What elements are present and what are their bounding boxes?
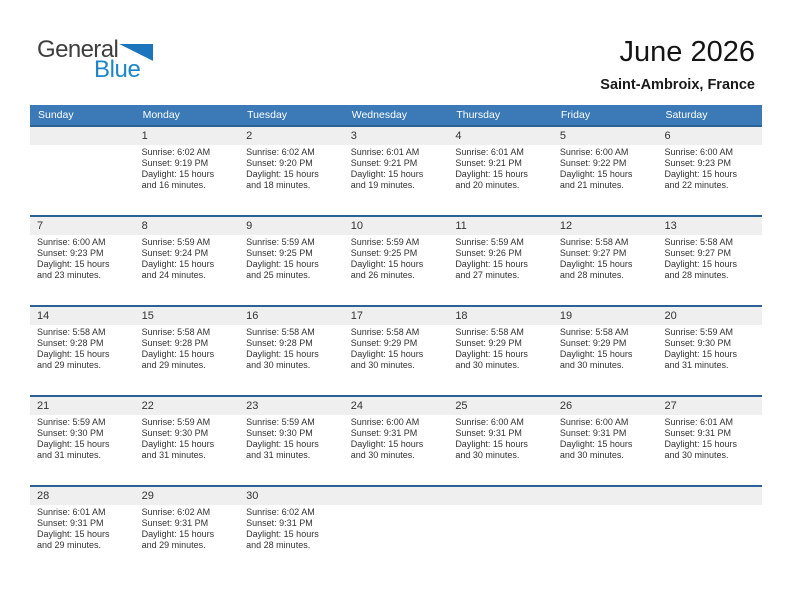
date-band	[135, 217, 240, 235]
date-number: 27	[664, 400, 677, 412]
calendar-table	[30, 105, 762, 575]
daylight-text: and 23 minutes.	[37, 270, 102, 280]
date-band	[657, 127, 762, 145]
day-cell-6	[657, 127, 762, 215]
sunrise-text: Sunrise: 6:00 AM	[350, 417, 420, 427]
day-cell-19	[553, 307, 658, 395]
date-band	[30, 397, 135, 415]
date-number: 23	[246, 400, 259, 412]
date-band	[30, 127, 135, 145]
date-number: 13	[664, 220, 677, 232]
sunrise-text: Sunrise: 6:02 AM	[246, 507, 315, 517]
day-cell-16	[239, 307, 344, 395]
week-row-2	[30, 215, 762, 305]
week-row-5	[30, 485, 762, 575]
date-band	[553, 217, 658, 235]
day-cell-7	[30, 217, 135, 305]
sunrise-text: Sunrise: 5:58 AM	[350, 327, 420, 337]
daylight-text: Daylight: 15 hours	[455, 439, 528, 449]
daylight-text: Daylight: 15 hours	[664, 169, 738, 179]
date-band	[448, 307, 553, 325]
date-number: 1	[141, 130, 148, 142]
day-details	[30, 415, 135, 461]
day-cell-28	[30, 487, 135, 575]
day-details	[239, 505, 344, 551]
date-band	[553, 307, 658, 325]
sunset-text: Sunset: 9:20 PM	[246, 158, 313, 168]
date-band	[344, 397, 449, 415]
date-band	[30, 487, 135, 505]
sunset-text: Sunset: 9:31 PM	[455, 428, 522, 438]
daylight-text: Daylight: 15 hours	[141, 439, 215, 449]
weekday-header-monday: Monday	[142, 109, 180, 121]
sunrise-text: Sunrise: 6:02 AM	[141, 507, 211, 517]
day-details	[448, 235, 553, 281]
day-cell-empty	[344, 487, 449, 575]
day-details	[135, 505, 240, 551]
date-number: 4	[455, 130, 462, 142]
date-band	[135, 397, 240, 415]
sunset-text: Sunset: 9:23 PM	[37, 248, 104, 258]
day-details	[344, 505, 449, 507]
date-band	[553, 487, 658, 505]
daylight-text: Daylight: 15 hours	[664, 259, 738, 269]
day-details	[30, 145, 135, 147]
daylight-text: and 19 minutes.	[350, 180, 415, 190]
day-cell-9	[239, 217, 344, 305]
sunrise-text: Sunrise: 5:58 AM	[559, 327, 629, 337]
daylight-text: Daylight: 15 hours	[664, 349, 738, 359]
day-details	[239, 235, 344, 281]
day-details	[344, 325, 449, 371]
day-cell-23	[239, 397, 344, 485]
daylight-text: Daylight: 15 hours	[559, 439, 633, 449]
date-band	[657, 487, 762, 505]
daylight-text: Daylight: 15 hours	[246, 259, 319, 269]
day-details	[344, 145, 449, 191]
date-band	[657, 397, 762, 415]
daylight-text: and 28 minutes.	[246, 540, 311, 550]
date-number: 17	[350, 310, 363, 322]
week-row-3	[30, 305, 762, 395]
date-band	[344, 487, 449, 505]
daylight-text: and 31 minutes.	[664, 360, 729, 370]
sunset-text: Sunset: 9:24 PM	[141, 248, 209, 258]
date-band	[135, 487, 240, 505]
sunset-text: Sunset: 9:31 PM	[246, 518, 313, 528]
date-number: 7	[37, 220, 44, 232]
date-number: 18	[455, 310, 468, 322]
sunrise-text: Sunrise: 5:58 AM	[246, 327, 315, 337]
day-details	[553, 415, 658, 461]
sunset-text: Sunset: 9:19 PM	[141, 158, 209, 168]
day-details	[657, 415, 762, 461]
date-band	[239, 127, 344, 145]
day-details	[30, 505, 135, 551]
sunrise-text: Sunrise: 5:59 AM	[246, 417, 315, 427]
sunset-text: Sunset: 9:28 PM	[141, 338, 209, 348]
daylight-text: and 30 minutes.	[455, 360, 520, 370]
daylight-text: Daylight: 15 hours	[350, 349, 424, 359]
day-cell-27	[657, 397, 762, 485]
daylight-text: Daylight: 15 hours	[37, 439, 110, 449]
daylight-text: Daylight: 15 hours	[141, 259, 215, 269]
weekday-header-sunday: Sunday	[38, 109, 74, 121]
date-number: 21	[37, 400, 50, 412]
daylight-text: Daylight: 15 hours	[246, 169, 319, 179]
date-number: 19	[559, 310, 573, 322]
sunrise-text: Sunrise: 5:59 AM	[246, 237, 315, 247]
sunset-text: Sunset: 9:23 PM	[664, 158, 732, 168]
day-details	[553, 505, 658, 507]
daylight-text: Daylight: 15 hours	[455, 349, 528, 359]
day-cell-21	[30, 397, 135, 485]
daylight-text: and 30 minutes.	[559, 360, 624, 370]
page-subtitle: Saint-Ambroix, France	[600, 77, 755, 93]
daylight-text: and 30 minutes.	[559, 450, 624, 460]
sunset-text: Sunset: 9:29 PM	[455, 338, 522, 348]
weekday-header-wednesday: Wednesday	[351, 109, 407, 121]
general-blue-logo	[37, 38, 153, 82]
day-details	[448, 415, 553, 461]
calendar-weeks	[30, 125, 762, 575]
date-number: 9	[246, 220, 253, 232]
daylight-text: Daylight: 15 hours	[664, 439, 738, 449]
sunrise-text: Sunrise: 6:01 AM	[664, 417, 734, 427]
sunset-text: Sunset: 9:25 PM	[350, 248, 418, 258]
daylight-text: and 31 minutes.	[141, 450, 206, 460]
daylight-text: and 30 minutes.	[455, 450, 520, 460]
day-details	[30, 235, 135, 281]
date-band	[657, 307, 762, 325]
date-number: 15	[141, 310, 154, 322]
day-cell-2	[239, 127, 344, 215]
date-number: 2	[246, 130, 253, 142]
day-details	[239, 325, 344, 371]
date-band	[135, 127, 240, 145]
date-number: 12	[559, 220, 573, 232]
sunrise-text: Sunrise: 6:01 AM	[455, 147, 524, 157]
day-cell-4	[448, 127, 553, 215]
daylight-text: and 25 minutes.	[246, 270, 311, 280]
day-details	[657, 235, 762, 281]
date-number: 26	[559, 400, 573, 412]
daylight-text: and 29 minutes.	[141, 360, 206, 370]
day-cell-8	[135, 217, 240, 305]
daylight-text: Daylight: 15 hours	[559, 169, 633, 179]
day-cell-30	[239, 487, 344, 575]
date-band	[30, 217, 135, 235]
day-details	[553, 325, 658, 371]
day-cell-3	[344, 127, 449, 215]
sunrise-text: Sunrise: 5:59 AM	[141, 417, 211, 427]
sunset-text: Sunset: 9:29 PM	[559, 338, 627, 348]
day-details	[553, 145, 658, 191]
daylight-text: Daylight: 15 hours	[559, 259, 633, 269]
sunrise-text: Sunrise: 5:58 AM	[559, 237, 629, 247]
daylight-text: Daylight: 15 hours	[350, 439, 424, 449]
day-cell-13	[657, 217, 762, 305]
daylight-text: and 30 minutes.	[246, 360, 311, 370]
sunset-text: Sunset: 9:31 PM	[37, 518, 104, 528]
date-band	[448, 487, 553, 505]
daylight-text: Daylight: 15 hours	[350, 169, 424, 179]
daylight-text: and 24 minutes.	[141, 270, 206, 280]
day-cell-29	[135, 487, 240, 575]
day-cell-empty	[448, 487, 553, 575]
daylight-text: and 31 minutes.	[246, 450, 311, 460]
daylight-text: Daylight: 15 hours	[455, 259, 528, 269]
day-cell-1	[135, 127, 240, 215]
day-details	[135, 415, 240, 461]
daylight-text: and 20 minutes.	[455, 180, 520, 190]
daylight-text: Daylight: 15 hours	[141, 169, 215, 179]
title-block	[600, 38, 755, 93]
day-details	[448, 505, 553, 507]
sunrise-text: Sunrise: 5:58 AM	[37, 327, 106, 337]
daylight-text: and 29 minutes.	[37, 540, 102, 550]
sunrise-text: Sunrise: 5:59 AM	[141, 237, 211, 247]
date-band	[239, 217, 344, 235]
date-number: 11	[455, 220, 467, 232]
date-number: 3	[350, 130, 357, 142]
daylight-text: Daylight: 15 hours	[246, 439, 319, 449]
weekday-header-saturday: Saturday	[665, 109, 708, 121]
sunrise-text: Sunrise: 6:01 AM	[37, 507, 106, 517]
day-cell-25	[448, 397, 553, 485]
date-band	[239, 307, 344, 325]
day-cell-empty	[553, 487, 658, 575]
sunset-text: Sunset: 9:28 PM	[37, 338, 104, 348]
sunrise-text: Sunrise: 5:59 AM	[664, 327, 734, 337]
sunset-text: Sunset: 9:21 PM	[350, 158, 418, 168]
day-cell-5	[553, 127, 658, 215]
date-number: 14	[37, 310, 50, 322]
sunset-text: Sunset: 9:21 PM	[455, 158, 522, 168]
day-details	[344, 235, 449, 281]
sunset-text: Sunset: 9:26 PM	[455, 248, 522, 258]
sunrise-text: Sunrise: 6:00 AM	[559, 147, 629, 157]
weekday-header-thursday: Thursday	[456, 109, 501, 121]
week-row-1	[30, 125, 762, 215]
date-number: 30	[246, 490, 259, 502]
sunrise-text: Sunrise: 6:01 AM	[350, 147, 420, 157]
daylight-text: and 28 minutes.	[664, 270, 729, 280]
page-title: June 2026	[619, 36, 755, 68]
day-cell-14	[30, 307, 135, 395]
day-details	[657, 145, 762, 191]
daylight-text: Daylight: 15 hours	[559, 349, 633, 359]
sunrise-text: Sunrise: 6:02 AM	[246, 147, 315, 157]
daylight-text: Daylight: 15 hours	[246, 529, 319, 539]
date-number: 6	[664, 130, 671, 142]
date-band	[135, 307, 240, 325]
date-number: 20	[664, 310, 677, 322]
daylight-text: and 16 minutes.	[141, 180, 206, 190]
daylight-text: Daylight: 15 hours	[141, 529, 215, 539]
date-number: 10	[350, 220, 363, 232]
daylight-text: Daylight: 15 hours	[141, 349, 215, 359]
sunset-text: Sunset: 9:31 PM	[350, 428, 418, 438]
sunset-text: Sunset: 9:27 PM	[559, 248, 627, 258]
sunset-text: Sunset: 9:30 PM	[37, 428, 104, 438]
day-details	[553, 235, 658, 281]
sunrise-text: Sunrise: 5:58 AM	[141, 327, 211, 337]
day-cell-22	[135, 397, 240, 485]
day-details	[239, 415, 344, 461]
date-band	[239, 397, 344, 415]
day-details	[657, 505, 762, 507]
daylight-text: and 18 minutes.	[246, 180, 311, 190]
sunrise-text: Sunrise: 6:00 AM	[37, 237, 106, 247]
sunrise-text: Sunrise: 6:02 AM	[141, 147, 211, 157]
day-cell-20	[657, 307, 762, 395]
weekday-header-tuesday: Tuesday	[247, 109, 288, 121]
date-number: 5	[559, 130, 567, 142]
daylight-text: and 27 minutes.	[455, 270, 520, 280]
date-band	[553, 127, 658, 145]
date-number: 22	[141, 400, 154, 412]
day-details	[448, 325, 553, 371]
day-details	[239, 145, 344, 191]
weekday-header-friday: Friday	[560, 109, 591, 121]
sunset-text: Sunset: 9:28 PM	[246, 338, 313, 348]
day-details	[135, 235, 240, 281]
day-details	[657, 325, 762, 371]
date-band	[448, 127, 553, 145]
day-cell-15	[135, 307, 240, 395]
date-number: 24	[350, 400, 363, 412]
date-band	[448, 217, 553, 235]
date-number: 25	[455, 400, 468, 412]
day-cell-empty	[657, 487, 762, 575]
date-band	[657, 217, 762, 235]
daylight-text: Daylight: 15 hours	[37, 349, 110, 359]
daylight-text: and 29 minutes.	[141, 540, 206, 550]
date-number: 28	[37, 490, 50, 502]
daylight-text: and 26 minutes.	[350, 270, 415, 280]
day-cell-18	[448, 307, 553, 395]
sunrise-text: Sunrise: 5:59 AM	[455, 237, 524, 247]
sunset-text: Sunset: 9:31 PM	[664, 428, 732, 438]
day-details	[448, 145, 553, 191]
date-band	[553, 397, 658, 415]
daylight-text: Daylight: 15 hours	[455, 169, 528, 179]
date-band	[344, 127, 449, 145]
day-cell-10	[344, 217, 449, 305]
daylight-text: and 30 minutes.	[350, 360, 415, 370]
sunrise-text: Sunrise: 5:59 AM	[37, 417, 106, 427]
sunrise-text: Sunrise: 6:00 AM	[559, 417, 629, 427]
weekday-header-row	[30, 105, 762, 125]
sunrise-text: Sunrise: 5:59 AM	[350, 237, 420, 247]
sunset-text: Sunset: 9:30 PM	[664, 338, 732, 348]
daylight-text: and 28 minutes.	[559, 270, 624, 280]
daylight-text: Daylight: 15 hours	[37, 529, 110, 539]
sunset-text: Sunset: 9:31 PM	[141, 518, 209, 528]
daylight-text: Daylight: 15 hours	[37, 259, 110, 269]
daylight-text: Daylight: 15 hours	[246, 349, 319, 359]
day-details	[135, 325, 240, 371]
date-band	[239, 487, 344, 505]
week-row-4	[30, 395, 762, 485]
sunset-text: Sunset: 9:30 PM	[141, 428, 209, 438]
sunset-text: Sunset: 9:29 PM	[350, 338, 418, 348]
date-number: 16	[246, 310, 259, 322]
day-cell-17	[344, 307, 449, 395]
date-band	[344, 217, 449, 235]
date-number: 8	[141, 220, 148, 232]
day-cell-24	[344, 397, 449, 485]
sunset-text: Sunset: 9:25 PM	[246, 248, 313, 258]
day-cell-26	[553, 397, 658, 485]
day-details	[135, 145, 240, 191]
date-band	[30, 307, 135, 325]
daylight-text: and 31 minutes.	[37, 450, 102, 460]
daylight-text: and 30 minutes.	[350, 450, 415, 460]
sunset-text: Sunset: 9:31 PM	[559, 428, 627, 438]
sunset-text: Sunset: 9:22 PM	[559, 158, 627, 168]
day-details	[344, 415, 449, 461]
date-number: 29	[141, 490, 154, 502]
daylight-text: and 29 minutes.	[37, 360, 102, 370]
day-cell-empty	[30, 127, 135, 215]
day-cell-12	[553, 217, 658, 305]
sunrise-text: Sunrise: 6:00 AM	[455, 417, 524, 427]
sunset-text: Sunset: 9:30 PM	[246, 428, 313, 438]
sunrise-text: Sunrise: 5:58 AM	[664, 237, 734, 247]
sunset-text: Sunset: 9:27 PM	[664, 248, 732, 258]
logo-text-blue: Blue	[94, 56, 141, 83]
daylight-text: and 30 minutes.	[664, 450, 729, 460]
sunrise-text: Sunrise: 6:00 AM	[664, 147, 734, 157]
daylight-text: and 21 minutes.	[559, 180, 624, 190]
date-band	[344, 307, 449, 325]
sunrise-text: Sunrise: 5:58 AM	[455, 327, 524, 337]
logo-text-general: General	[37, 36, 119, 63]
daylight-text: Daylight: 15 hours	[350, 259, 424, 269]
day-details	[30, 325, 135, 371]
date-band	[448, 397, 553, 415]
daylight-text: and 22 minutes.	[664, 180, 729, 190]
day-cell-11	[448, 217, 553, 305]
